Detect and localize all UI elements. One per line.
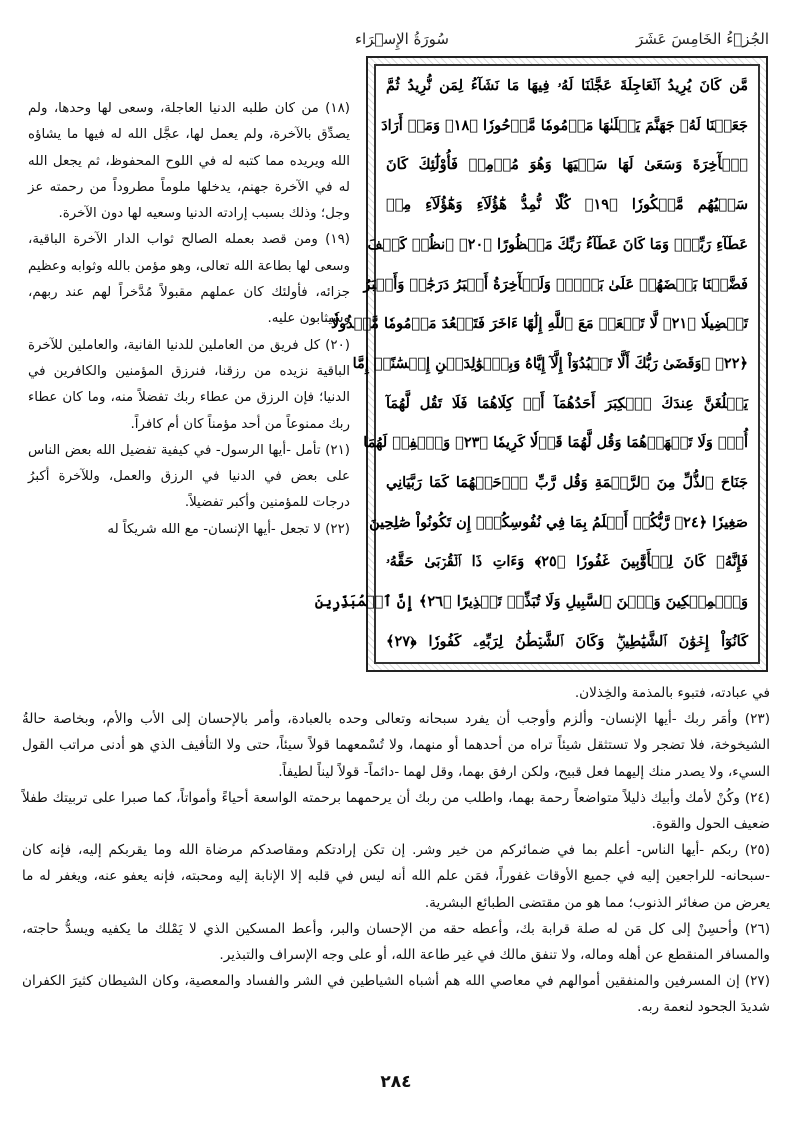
quran-line: وَٱلۡمِسۡكِينَ وَٱبۡنَ ٱلسَّبِيلِ وَلَا تُبَذِّرۡ تَبۡذِيرًا ﴿٢٦﴾ إِنَّ ٱلۡمُبَذِّرِينَ: [314, 593, 748, 611]
quran-text-block: [314, 64, 760, 664]
tafsir-paragraph: (٢٢) لا تجعل -أيها الإنسان- مع الله شريكاً له: [107, 521, 350, 537]
tafsir-side-column: [28, 96, 350, 543]
tafsir-paragraph: (٢٣) وأمَر ربك -أيها الإنسان- وألزم وأوجب أن يفرد سبحانه وتعالى وحده بالعبادة، وأمر بالإحسان إلى الأب والأم، وبخاصة حالةُ الشيخوخة، فلا تضجر ولا تستثقل شيئاً تراه من أحدهما أو منهما، ولا تُسْمعهما قولاً سيئاً، حتى ولا التأفيف الذي هو أدنى مراتب القول السيء، ولا يصدر منك إليهما فعل قبيح، ولكن ارفق بهما، وقل لهما -دائماً- قولاً ليناً لطيفاً.: [22, 711, 770, 780]
tafsir-paragraph: (٢٤) وكُنْ لأمك وأبيك ذليلاً متواضعاً رحمة بهما، واطلب من ربك أن يرحمهما برحمته الواسعة أحياءً وأمواتاً، كما صبرا على تربيتك طفلاً ضعيف الحول والقوة.: [22, 789, 770, 833]
quran-line: صَغِيرٗا ﴿٢٤﴾ رَّبُّكُمۡ أَعۡلَمُ بِمَا فِي نُفُوسِكُمۡۚ إِن تَكُونُواْ صَٰلِحِينَ: [369, 513, 748, 531]
quran-line: مَّن كَانَ يُرِيدُ ٱلۡعَاجِلَةَ عَجَّلۡنَا لَهُۥ فِيهَا مَا نَشَآءُ لِمَن نُّرِيدُ ثُمَّ: [386, 77, 748, 94]
quran-text-frame: [314, 56, 768, 672]
quran-line: تَفۡضِيلٗا ﴿٢١﴾ لَّا تَجۡعَلۡ مَعَ ٱللَّهِ إِلَٰهًا ءَاخَرَ فَتَقۡعُدَ مَذۡمُومٗا مَّخۡذُولٗا: [330, 315, 748, 333]
page-number: ٢٨٤: [380, 1072, 412, 1092]
tafsir-paragraph: (٢٠) كل فريق من العاملين للدنيا الفانية، والعاملين للآخرة الباقية نزيده من رزقنا، فنرزق المؤمنين والكافرين في الدنيا؛ فإن الرزق من عطاء ربك تفضلاً منه، وما كان عطاء ربك ممنوعاً من أحد مؤمناً كان أم كافراً.: [28, 337, 350, 432]
quran-line: أُفّٖ وَلَا تَنۡهَرۡهُمَا وَقُل لَّهُمَا قَوۡلٗا كَرِيمٗا ﴿٢٣﴾ وَٱخۡفِضۡ لَهُمَا: [363, 434, 748, 452]
tafsir-paragraph: (١٨) من كان طلبه الدنيا العاجلة، وسعى لها وحدها، ولم يصدِّق بالآخرة، ولم يعمل لها، عجَّل الله له فيها ما يشاؤه الله ويريده مما كتبه له في اللوح المحفوظ، ثم يجعل الله له في الآخرة جهنم، يدخلها ملوماً مطروداً من رحمته عز وجل؛ وذلك بسبب إرادته الدنيا وسعيه لها دون الآخرة.: [28, 101, 350, 222]
quran-line: يَبۡلُغَنَّ عِندَكَ ٱلۡكِبَرَ أَحَدُهُمَآ أَوۡ كِلَاهُمَا فَلَا تَقُل لَّهُمَآ: [386, 394, 748, 412]
tafsir-paragraph: في عبادته، فتبوء بالمذمة والخِذلان.: [574, 685, 770, 701]
surah-header: سُورَةُ الإِسۡرَاء: [355, 30, 449, 48]
quran-line: جَعَلۡنَا لَهُۥ جَهَنَّمَ يَصۡلَىٰهَا مَذۡمُومٗا مَّدۡحُورٗا ﴿١٨﴾ وَمَنۡ أَرَادَ: [381, 116, 748, 134]
quran-line: جَنَاحَ ٱلذُّلِّ مِنَ ٱلرَّحۡمَةِ وَقُل رَّبِّ ٱرۡحَمۡهُمَا كَمَا رَبَّيَانِي: [386, 474, 748, 492]
quran-line: فَإِنَّهُۥ كَانَ لِلۡأَوَّٰبِينَ غَفُورٗا ﴿٢٥﴾ وَءَاتِ ذَا ٱلۡقُرۡبَىٰ حَقَّهُۥ: [386, 553, 748, 571]
quran-line: كَانُوٓاْ إِخۡوَٰنَ ٱلشَّيَٰطِينِۖ وَكَانَ ٱلشَّيۡطَٰنُ لِرَبِّهِۦ كَفُورٗا ﴿٢٧﴾: [386, 632, 748, 650]
tafsir-paragraph: (١٩) ومن قصد بعمله الصالح ثواب الدار الآخرة الباقية، وسعى لها بطاعة الله تعالى، وهو مؤمن بالله وثوابه وعظيم جزائه، فأولئك كان عملهم مقبولاً مُدَّخراً لهم عند ربهم، وسيثابون عليه.: [28, 232, 350, 327]
tafsir-bottom-block: [22, 680, 770, 1021]
quran-line: عَطَآءِ رَبِّكَۚ وَمَا كَانَ عَطَآءُ رَبِّكَ مَحۡظُورًا ﴿٢٠﴾ ٱنظُرۡ كَيۡفَ: [367, 235, 748, 253]
quran-line: ٱلۡأٓخِرَةَ وَسَعَىٰ لَهَا سَعۡيَهَا وَهُوَ مُؤۡمِنٞ فَأُوْلَٰٓئِكَ كَانَ: [386, 156, 748, 174]
quran-line: فَضَّلۡنَا بَعۡضَهُمۡ عَلَىٰ بَعۡضٖۚ وَلَلۡأٓخِرَةُ أَكۡبَرُ دَرَجَٰتٖ وَأَكۡبَرُ: [363, 275, 748, 293]
tafsir-paragraph: (٢٦) وأحسِنْ إلى كل مَن له صلة قرابة بك، وأعطه حقه من الإحسان والبر، وأعط المسكين الذي لا يَمْلك ما يكفيه ويسدُّ حاجته، والمسافر المنقطع عن أهله وماله، ولا تنفق مالك في غير طاعة الله، أو على وجه الإسراف والتبذير.: [22, 920, 770, 964]
tafsir-paragraph: (٢٧) إن المسرفين والمنفقين أموالهم في معاصي الله هم أشباه الشياطين في الشر والفساد والمعصية، وكان الشيطان كثيرَ الكفران شديدَ الجحود لنعمة ربه.: [22, 973, 770, 1016]
quran-line: سَعۡيُهُم مَّشۡكُورٗا ﴿١٩﴾ كُلّٗا نُّمِدُّ هَٰٓؤُلَآءِ وَهَٰٓؤُلَآءِ مِنۡ: [386, 196, 748, 214]
tafsir-paragraph: (٢١) تأمل -أيها الرسول- في كيفية تفضيل الله بعض الناس على بعض في الدنيا في الرزق والعمل، وللآخرة أكبرُ درجات للمؤمنين وأكبر تفضيلاً.: [28, 442, 350, 511]
quran-line: ﴿٢٢﴾ ۞وَقَضَىٰ رَبُّكَ أَلَّا تَعۡبُدُوٓاْ إِلَّآ إِيَّاهُ وَبِٱلۡوَٰلِدَيۡنِ إِحۡسَٰنًاۚ إِمَّا: [352, 354, 748, 372]
juz-header: الجُزۡءُ الخَامِسَ عَشَرَ: [635, 30, 769, 48]
tafsir-paragraph: (٢٥) ربكم -أيها الناس- أعلم بما في ضمائركم من خير وشر. إن تكن إرادتكم ومقاصدكم مرضاة الله وما يقربكم إليه، فإنه كان -سبحانه- للراجعين إليه في جميع الأوقات غفوراً، فمَن علم الله أنه ليس في قلبه إلا الإنابة إليه ومحبته، فإنه يعفو عنه، ويغفر له ما يعرض من صغائر الذنوب؛ مما هو من مقتضى الطبائع البشرية.: [22, 842, 770, 911]
